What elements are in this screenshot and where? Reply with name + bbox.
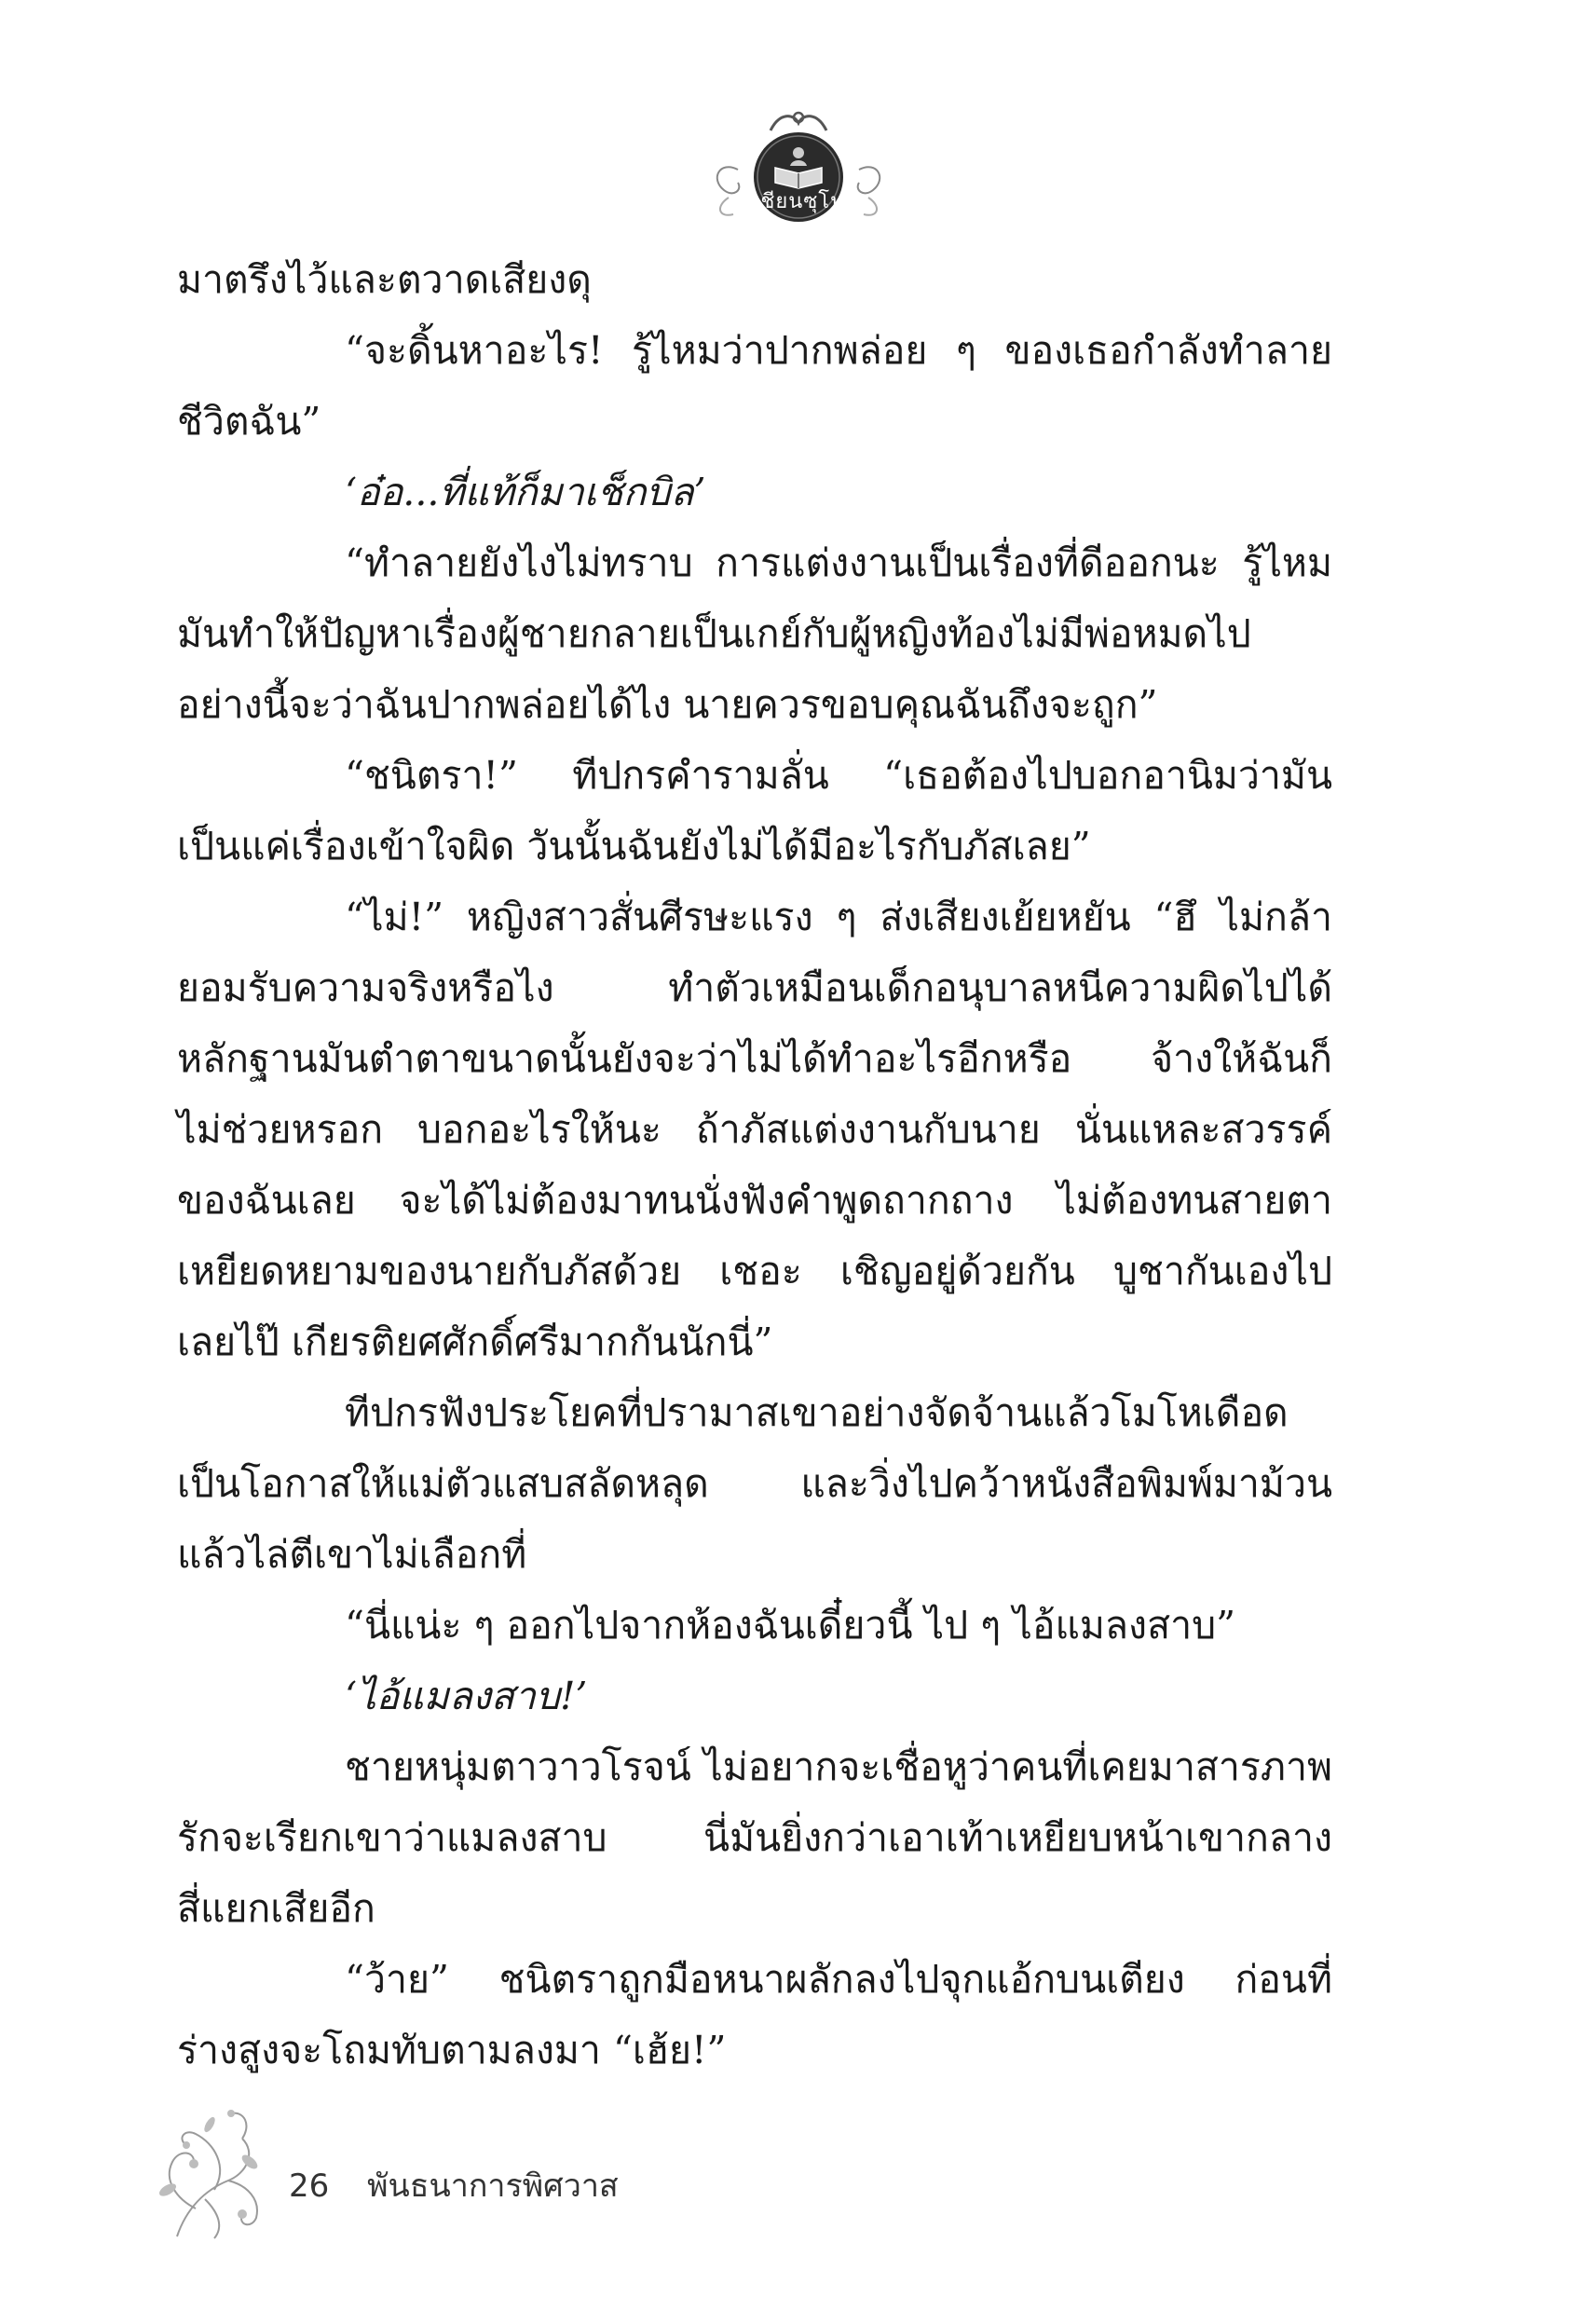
text-line: ชีวิตฉัน” [177, 399, 321, 444]
text-line: หลักฐานมันตำตาขนาดนั้นยังจะว่าไม่ได้ทำอะไรอีกหรือ จ้างให้ฉันก็ [177, 1036, 1332, 1081]
text-line: เป็นแค่เรื่องเข้าใจผิด วันนั้นฉันยังไม่ได้มีอะไรกับภัสเลย” [177, 824, 1091, 868]
text-line: เลยไป๊ เกียรติยศศักดิ์ศรีมากกันนักนี่” [177, 1320, 773, 1364]
text-line: แล้วไล่ตีเขาไม่เลือกที่ [177, 1532, 527, 1577]
text-line: “จะดิ้นหาอะไร! รู้ไหมว่าปากพล่อย ๆ ของเธอกำลังทำลาย [345, 328, 1332, 373]
body-text [177, 244, 1332, 2085]
text-line: “ว้าย” ชนิตราถูกมือหนาผลักลงไปจุกแอ้กบนเตียง ก่อนที่ [345, 1957, 1332, 2002]
text-line: “ชนิตรา!” ทีปกรคำรามลั่น “เธอต้องไปบอกอานิมว่ามัน [345, 753, 1332, 798]
text-line: “นี่แน่ะ ๆ ออกไปจากห้องฉันเดี๋ยวนี้ ไป ๆ ไอ้แมลงสาบ” [345, 1603, 1236, 1648]
text-line: อย่างนี้จะว่าฉันปากพล่อยได้ไง นายควรขอบคุณฉันถึงจะถูก” [177, 682, 1158, 727]
page-number: 26 [289, 2167, 330, 2205]
text-line: รักจะเรียกเขาว่าแมลงสาบ นี่มันยิ่งกว่าเอาเท้าเหยียบหน้าเขากลาง [177, 1815, 1332, 1860]
text-line: ของฉันเลย จะได้ไม่ต้องมาทนนั่งฟังคำพูดถากถาง ไม่ต้องทนสายตา [177, 1178, 1332, 1223]
text-line: ทีปกรฟังประโยคที่ปรามาสเขาอย่างจัดจ้านแล้วโมโหเดือด [345, 1390, 1289, 1435]
text-line: มันทำให้ปัญหาเรื่องผู้ชายกลายเป็นเกย์กับผู้หญิงท้องไม่มีพ่อหมดไป [177, 611, 1251, 656]
text-line: สี่แยกเสียอีก [177, 1886, 375, 1931]
floral-ornament-icon [140, 2097, 280, 2246]
page-footer [289, 2160, 619, 2210]
publisher-logo [682, 104, 915, 226]
book-title: พันธนาการพิศวาส [367, 2167, 619, 2205]
text-line: ไม่ช่วยหรอก บอกอะไรให้นะ ถ้าภัสแต่งงานกับนาย นั่นแหละสวรรค์ [177, 1107, 1332, 1152]
text-line: มาตรึงไว้และตวาดเสียงดุ [177, 257, 592, 302]
text-line: ‘ไอ้แมลงสาบ!’ [345, 1674, 588, 1718]
text-line: ร่างสูงจะโถมทับตามลงมา “เฮ้ย!” [177, 2028, 727, 2072]
text-line: ‘อ๋อ...ที่แท้ก็มาเช็กบิล’ [345, 470, 706, 514]
text-line: “ทำลายยังไงไม่ทราบ การแต่งงานเป็นเรื่องที่ดีออกนะ รู้ไหม [345, 540, 1332, 585]
text-line: “ไม่!” หญิงสาวสั่นศีรษะแรง ๆ ส่งเสียงเย้ยหยัน “ฮึ ไม่กล้า [345, 895, 1332, 939]
text-line: ชายหนุ่มตาวาวโรจน์ ไม่อยากจะเชื่อหูว่าคนที่เคยมาสารภาพ [345, 1744, 1332, 1789]
text-line: เหยียดหยามของนายกับภัสด้วย เชอะ เชิญอยู่ด้วยกัน บูชากันเองไป [177, 1249, 1332, 1293]
text-line: ยอมรับความจริงหรือไง ทำตัวเหมือนเด็กอนุบาลหนีความผิดไปได้ [177, 965, 1332, 1010]
logo-text: เชียนซุโป [752, 190, 845, 213]
text-line: เป็นโอกาสให้แม่ตัวแสบสลัดหลุด และวิ่งไปคว้าหนังสือพิมพ์มาม้วน [177, 1461, 1332, 1506]
